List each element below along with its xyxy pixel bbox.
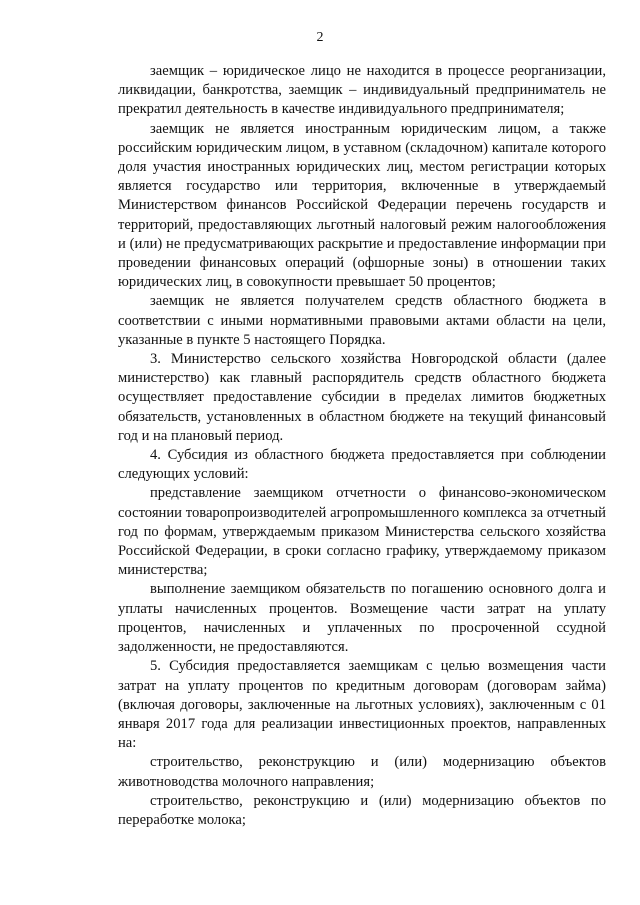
document-body bbox=[118, 62, 606, 830]
paragraph-condition-reporting: представление заемщиком отчетности о финансово-экономическом состоянии товаропроизводителей агропромышленного комплекса за отчетный год по формам, утверждаемым приказом Министерства сельского хозяйства Российской Федерации, в сроки согласно графику, утверждаемому приказом министерства; bbox=[118, 485, 606, 579]
paragraph-item-5-purpose: 5. Субсидия предоставляется заемщикам с целью возмещения части затрат на уплату процентов по кредитным договорам (договорам займа) (включая договоры, заключенные на льготных условиях), заключенным с 01 января 2017 года для реализации инвестиционных проектов, направленных на: bbox=[118, 658, 606, 752]
paragraph-condition-obligations: выполнение заемщиком обязательств по погашению основного долга и уплаты начисленных процентов. Возмещение части затрат на уплату процентов, начисленных и уплаченных по просроченной ссудной задолженности, не предоставляются. bbox=[118, 581, 606, 656]
paragraph-item-4-conditions: 4. Субсидия из областного бюджета предоставляется при соблюдении следующих условий: bbox=[118, 447, 606, 483]
paragraph-item-3-ministry: 3. Министерство сельского хозяйства Новгородской области (далее министерство) как главный распорядитель средств областного бюджета осуществляет предоставление субсидии в пределах лимитов бюджетных обязательств, установленных в областном бюджете на текущий финансовый год и на плановый период. bbox=[118, 351, 606, 444]
page-number: 2 bbox=[316, 30, 324, 45]
paragraph-borrower-not-recipient: заемщик не является получателем средств областного бюджета в соответствии с иными нормативными правовыми актами области на цели, указанные в пункте 5 настоящего Порядка. bbox=[118, 293, 606, 348]
paragraph-borrower-not-foreign: заемщик не является иностранным юридическим лицом, а также российским юридическим лицом, в уставном (складочном) капитале которого доля участия иностранных юридических лиц, местом регистрации которых является государство или территория, включенные в утверждаемый Министерством финансов Российской Федерации перечень государств и территорий, предоставляющих льготный налоговый режим налогообложения и (или) не предусматривающих раскрытие и предоставление информации при проведении финансовых операций (офшорные зоны) в отношении таких юридических лиц, в совокупности превышает 50 процентов; bbox=[118, 120, 606, 291]
paragraph-purpose-dairy-livestock: строительство, реконструкцию и (или) модернизацию объектов животноводства молочного направления; bbox=[118, 754, 606, 790]
paragraph-borrower-reorganization: заемщик – юридическое лицо не находится в процессе реорганизации, ликвидации, банкротства, заемщик – индивидуальный предприниматель не прекратил деятельность в качестве индивидуального предпринимателя; bbox=[118, 63, 606, 118]
paragraph-purpose-milk-processing: строительство, реконструкцию и (или) модернизацию объектов по переработке молока; bbox=[118, 792, 606, 828]
